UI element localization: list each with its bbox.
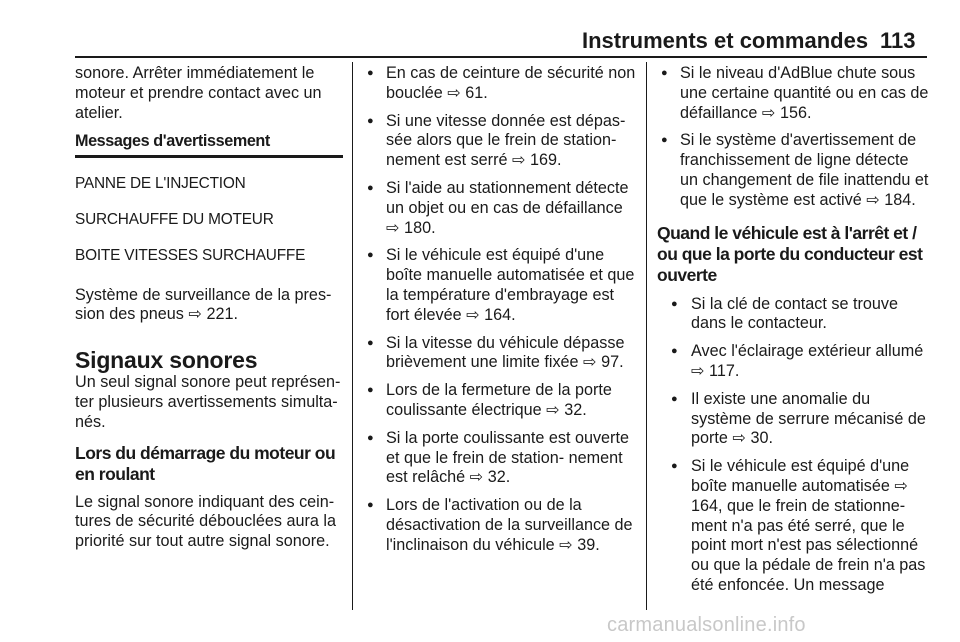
chime-list-continued [657,64,929,211]
subheading-text: Le signal sonore indiquant des cein- tures de sécurité débouclées aura la priorité sur tout autre signal sonore. [75,492,336,551]
column-divider-right [646,62,647,610]
page-header-title: Instruments et commandes [582,28,869,53]
list-item: ● Si l'aide au stationnement détecte un objet ou en cas de défaillance ⇨ 180. [363,179,638,238]
messages-heading: Messages d'avertissement [75,132,343,158]
warning-message: PANNE DE L'INJECTION [75,175,246,193]
section-text: Un seul signal sonore peut représen- ter plusieurs avertissements simulta- nés. [75,373,341,431]
warning-message: BOITE VITESSES SURCHAUFFE [75,246,306,264]
list-item: ● Si le véhicule est équipé d'une boîte manuelle automatisée ⇨ 164, que le frein de stationne- ment n'a pas été serré, que le point mort n'est pas sélectionné ou que la pédale de frein n'a pas été enfoncée. Un message [657,457,929,596]
stopped-list [657,295,929,596]
column-divider-left [352,62,353,610]
header-rule [75,56,927,58]
list-item: ● Avec l'éclairage extérieur allumé ⇨ 117. [657,342,929,382]
warning-message: SURCHAUFFE DU MOTEUR [75,210,274,228]
list-item: ● Si le système d'avertissement de franchissement de ligne détecte un changement de file inattendu et que le système est activé ⇨ 184. [657,131,929,210]
list-item: ● En cas de ceinture de sécurité non bouclée ⇨ 61. [363,64,638,104]
tpms-text: Système de surveillance de la pres- sion des pneus ⇨ 221. [75,285,332,324]
subheading-stopped: Quand le véhicule est à l'arrêt et / ou que la porte du conducteur est ouverte [657,222,923,285]
page-number: 113 [880,28,916,53]
column-middle [363,64,638,564]
list-item: ● Si une vitesse donnée est dépas- sée alors que le frein de station- nement est serré ⇨ 169. [363,112,638,171]
column-right [657,64,929,604]
list-item: ● Si la clé de contact se trouve dans le contacteur. [657,295,929,335]
intro-text: sonore. Arrêter immédiatement le moteur et prendre contact avec un atelier. [75,64,322,122]
list-item: ● Il existe une anomalie du système de serrure mécanisé de porte ⇨ 30. [657,390,929,449]
watermark: carmanualsonline.info [607,614,806,636]
subheading-driving: Lors du démarrage du moteur ou en roulant [75,442,336,484]
list-item: ● Si le véhicule est équipé d'une boîte manuelle automatisée et que la température d'embrayage est fort élevée ⇨ 164. [363,246,638,325]
chime-list [363,64,638,556]
section-title: Signaux sonores [75,347,258,374]
list-item: ● Lors de la fermeture de la porte coulissante électrique ⇨ 32. [363,381,638,421]
list-item: ● Lors de l'activation ou de la désactivation de la surveillance de l'inclinaison du véhicule ⇨ 39. [363,496,638,555]
list-item: ● Si le niveau d'AdBlue chute sous une certaine quantité ou en cas de défaillance ⇨ 156. [657,64,929,123]
list-item: ● Si la porte coulissante est ouverte et que le frein de station- nement est relâché ⇨ 32. [363,429,638,488]
column-left [75,64,343,552]
list-item: ● Si la vitesse du véhicule dépasse brièvement une limite fixée ⇨ 97. [363,334,638,374]
